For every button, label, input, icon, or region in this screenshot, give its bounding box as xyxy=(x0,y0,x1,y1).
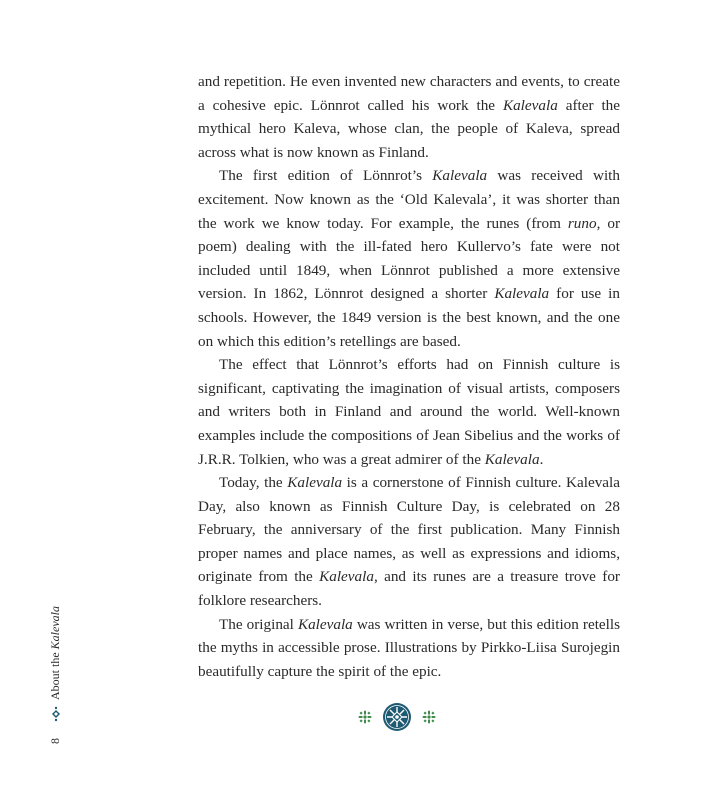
paragraph-text: The effect that Lönnrot’s efforts had on Finnish culture is significant, captivating the imagination of visual artists, composers and writers both in Finland and around the world. Well-known examples include the compositions of Jean Sibelius and the works of J.R.R. Tolkien, who was a great admirer of the xyxy=(198,356,620,468)
paragraph xyxy=(198,613,620,684)
paragraph-text: for use in schools. However, the 1849 version is the best known, and the one on which this edition’s retellings are based. xyxy=(198,285,620,350)
paragraph-text: The original xyxy=(219,615,298,633)
italic-title-text: Kalevala xyxy=(432,167,488,185)
italic-title-text: Kalevala xyxy=(484,450,540,468)
italic-title-text: Kalevala xyxy=(319,568,374,586)
running-head-title: About the Kalevala xyxy=(48,606,62,700)
paragraph-text: , and its runes are a treasure trove for folklore researchers. xyxy=(198,568,620,610)
italic-title-text: Kalevala xyxy=(297,615,353,633)
paragraph-text: The first edition of Lönnrot’s xyxy=(219,167,433,185)
running-head xyxy=(48,606,63,744)
paragraph-text: was written in verse, but this edition retells the myths in accessible prose. Illustrations by Pirkko-Liisa Surojegin beautifully capture the spirit of the epic. xyxy=(198,615,621,680)
paragraph xyxy=(198,471,620,613)
paragraph xyxy=(198,70,620,164)
italic-title-text: Kalevala xyxy=(494,285,550,303)
green-flower-ornament-icon xyxy=(358,710,372,724)
paragraph-text: . xyxy=(539,450,544,468)
paragraph-text: after the mythical hero Kaleva, whose clan, the people of Kaleva, spread across what is now known as Finland. xyxy=(198,96,620,161)
medallion-ornament-icon xyxy=(382,702,412,732)
paragraph-text: and repetition. He even invented new characters and events, to create a cohesive epic. Lönnrot called his work the xyxy=(198,73,620,114)
section-ornament xyxy=(358,702,436,732)
diamond-ornament-icon xyxy=(51,706,61,722)
paragraph xyxy=(198,164,620,353)
paragraph-text: Today, the xyxy=(219,474,288,492)
paragraph-text: , or poem) dealing with the ill-fated hero Kullervo’s fate were not included until 1849, when Lönnrot published a more extensive version. In 1862, Lönnrot designed a shorter xyxy=(198,214,620,303)
italic-title-text: Kalevala xyxy=(287,474,343,492)
page-number: 8 xyxy=(48,738,62,744)
paragraph-text: was received with excitement. Now known as the ‘Old Kalevala’, it was shorter than the work we know today. For example, the runes (from xyxy=(198,167,620,232)
body-text xyxy=(198,70,620,683)
green-flower-ornament-icon xyxy=(422,710,436,724)
italic-title-text: Kalevala xyxy=(502,96,558,114)
italic-title-text: runo xyxy=(567,214,597,232)
paragraph-text: is a cornerstone of Finnish culture. Kalevala Day, also known as Finnish Culture Day, is celebrated on 28 February, the anniversary of the first publication. Many Finnish proper names and place names, as well as expressions and idioms, originate from the xyxy=(198,474,621,586)
paragraph xyxy=(198,353,620,471)
